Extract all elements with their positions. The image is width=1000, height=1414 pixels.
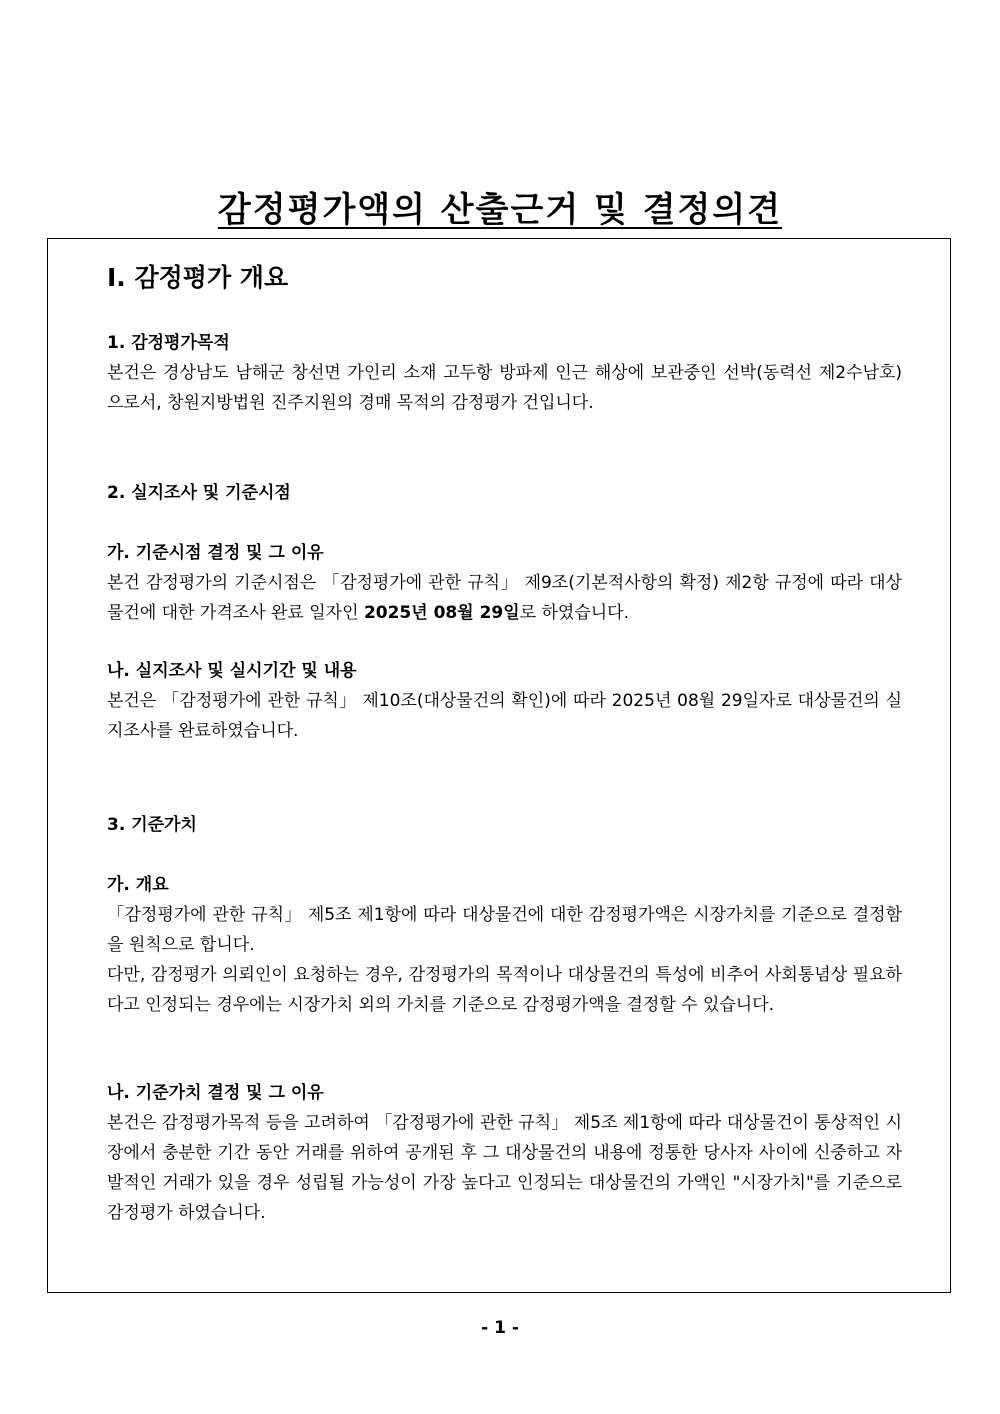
section-heading-purpose: 1. 감정평가목적 [107, 333, 230, 353]
chapter-heading: Ⅰ. 감정평가 개요 [107, 263, 289, 292]
section-heading-survey: 2. 실지조사 및 기준시점 [107, 483, 291, 503]
paragraph-survey: 본건은 「감정평가에 관한 규칙」 제10조(대상물건의 확인)에 따라 2025년 08월 29일자로 대상물건의 실지조사를 완료하였습니다. [107, 691, 902, 741]
subheading-overview: 가. 개요 [107, 875, 169, 895]
page-number: - 1 - [481, 1318, 519, 1338]
section-heading-value-basis: 3. 기준가치 [107, 815, 197, 835]
document-title [0, 182, 1000, 231]
subheading-value-decision: 나. 기준가치 결정 및 그 이유 [107, 1083, 324, 1103]
section-text-survey [107, 686, 902, 746]
paragraph-overview-1: 「감정평가에 관한 규칙」 제5조 제1항에 따라 대상물건에 대한 감정평가액은 시장가치를 기준으로 결정함을 원칙으로 합니다. [107, 905, 902, 955]
paragraph-overview-2: 다만, 감정평가 의뢰인이 요청하는 경우, 감정평가의 목적이나 대상물건의 특성에 비추어 사회통념상 필요하다고 인정되는 경우에는 시장가치 외의 가치를 기준으로 감정평가액을 결정할 수 있습니다. [107, 965, 902, 1015]
paragraph-base-date [107, 568, 902, 628]
base-date-text-before: 본건 감정평가의 기준시점은 「감정평가에 관한 규칙」 제9조(기본적사항의 확정) 제2항 규정에 따라 대상 물건에 대한 가격조사 완료 일자인 [107, 573, 902, 623]
subheading-base-date: 가. 기준시점 결정 및 그 이유 [107, 543, 324, 563]
document-title-text: 감정평가액의 산출근거 및 결정의견 [217, 190, 783, 230]
paragraph-purpose: 본건은 경상남도 남해군 창선면 가인리 소재 고두항 방파제 인근 해상에 보관중인 선박(동력선 제2수남호)으로서, 창원지방법원 진주지원의 경매 목적의 감정평가 건입니다. [107, 363, 902, 413]
section-text-purpose [107, 358, 902, 418]
subheading-survey: 나. 실지조사 및 실시기간 및 내용 [107, 661, 357, 681]
base-date-text-after: 로 하였습니다. [519, 603, 630, 623]
section-text-overview [107, 900, 902, 1020]
paragraph-value-decision: 본건은 감정평가목적 등을 고려하여 「감정평가에 관한 규칙」 제5조 제1항에 따라 대상물건이 통상적인 시장에서 충분한 기간 동안 거래를 위하여 공개된 후 그 대상물건의 내용에 정통한 당사자 사이에 신중하고 자발적인 거래가 있을 경우 성립될 가능성이 가장 높다고 인정되는 대상물건의 가액인 "시장가치"를 기준으로 감정평가 하였습니다. [107, 1113, 902, 1223]
base-date-value: 2025년 08월 29일 [363, 603, 520, 623]
section-text-base-date [107, 568, 902, 628]
section-text-value-decision [107, 1108, 902, 1228]
